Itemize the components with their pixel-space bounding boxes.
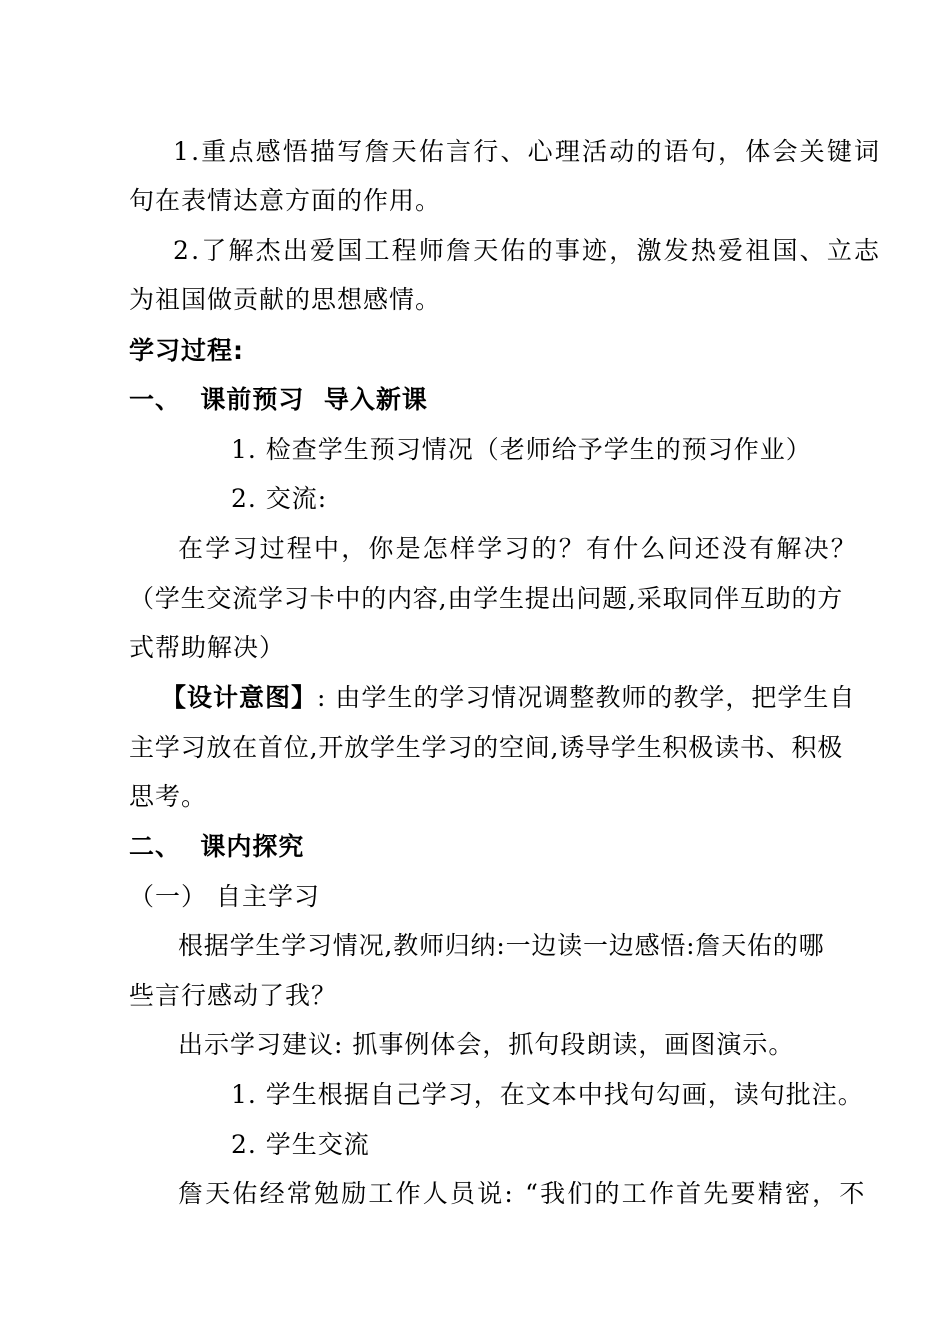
- section-1-para-line-3: 式帮助解决）: [129, 633, 286, 662]
- section-2-sub-heading: （一） 自主学习: [129, 882, 320, 911]
- goal-1-line-1: 1.重点感悟描写詹天佑言行、心理活动的语句，体会关键词: [173, 137, 882, 166]
- design-intent-tag: 【设计意图】: [161, 683, 318, 712]
- section-2-para-line-1: 根据学生学习情况,教师归纳:一边读一边感悟:詹天佑的哪: [178, 931, 825, 960]
- study-advice: 出示学习建议: 抓事例体会，抓句段朗读，画图演示。: [178, 1030, 795, 1059]
- section-1-para-line-2: （学生交流学习卡中的内容,由学生提出问题,采取同伴互助的方: [129, 584, 844, 613]
- section-1-heading: 一、 课前预习 导入新课: [129, 385, 428, 414]
- design-intent-text: : 由学生的学习情况调整教师的教学，把学生自: [317, 683, 856, 712]
- section-2-para-line-2: 些言行感动了我？: [129, 981, 338, 1010]
- section-2-item-2: 2. 学生交流: [231, 1130, 370, 1159]
- process-heading: 学习过程:: [129, 336, 244, 365]
- section-2-item-1: 1. 学生根据自己学习，在文本中找句勾画，读句批注。: [231, 1080, 864, 1109]
- goal-1-line-2: 句在表情达意方面的作用。: [129, 186, 442, 215]
- design-intent-line-2: 主学习放在首位,开放学生学习的空间,诱导学生积极读书、积极: [129, 733, 844, 762]
- section-1-para-line-1: 在学习过程中，你是怎样学习的？有什么问还没有解决？: [178, 534, 859, 563]
- goal-2-line-2: 为祖国做贡献的思想感情。: [129, 285, 442, 314]
- section-2-heading: 二、 课内探究: [129, 832, 305, 861]
- quote-line-1: 詹天佑经常勉励工作人员说: “我们的工作首先要精密，不: [178, 1179, 867, 1208]
- section-1-item-1: 1. 检查学生预习情况（老师给予学生的预习作业）: [231, 435, 812, 464]
- design-intent-line-3: 思考。: [129, 782, 208, 811]
- design-intent-line-1: [161, 682, 855, 714]
- section-1-item-2: 2. 交流:: [231, 484, 328, 513]
- goal-2-line-1: 2.了解杰出爱国工程师詹天佑的事迹，激发热爱祖国、立志: [173, 236, 882, 265]
